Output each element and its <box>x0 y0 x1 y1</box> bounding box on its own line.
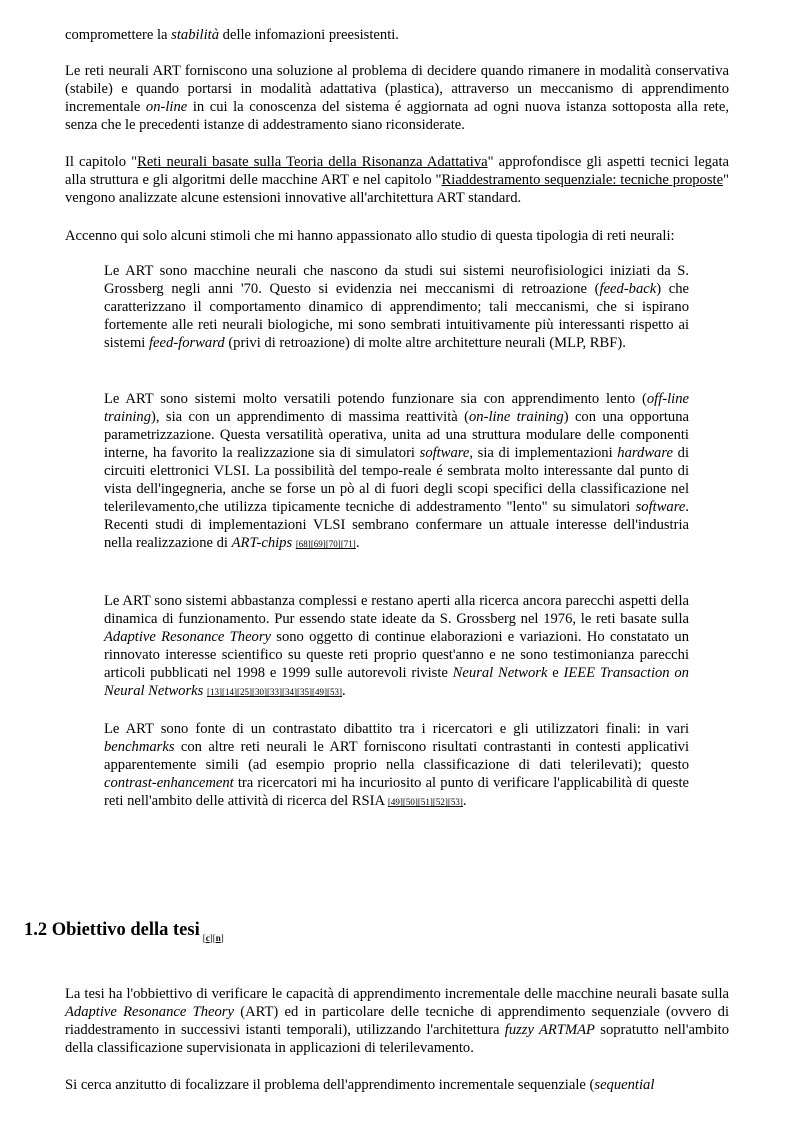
citation-link[interactable]: [33] <box>266 687 282 697</box>
emphasis: benchmarks <box>104 739 175 755</box>
emphasis: Adaptive Resonance Theory <box>65 1004 234 1020</box>
emphasis: contrast-enhancement <box>104 775 234 791</box>
text: in cui la conoscenza del sistema é aggiornata ad ogni nuova istanza sottoposta alla rete, senza che le precedenti istanze di addestramento siano riconsiderate. <box>65 99 729 133</box>
text: ) con una opportuna parametrizzazione. Questa versatilità operativa, unita ad una struttura modulare delle componenti interne, ha favorito la realizzazione sia di simulatori <box>104 409 689 461</box>
text: ) che caratterizzano il comportamento dinamico di apprendimento; tali meccanismi, che si ispirano fortemente alle reti neurali biologiche, mi sono sembrati intuitivamente più interessanti rispetto ai sistemi <box>104 281 690 351</box>
emphasis: stabilità <box>171 27 220 43</box>
text: Le ART sono fonte di un contrastato dibattito tra i ricercatori e gli utilizzatori finali: in vari <box>104 721 689 737</box>
citation-link[interactable]: [50] <box>402 797 418 807</box>
chapter-link-art-theory[interactable]: Reti neurali basate sulla Teoria della Risonanza Adattativa <box>137 154 488 170</box>
citation-link[interactable]: [30] <box>251 687 267 697</box>
paragraph-art-solution <box>65 62 729 134</box>
text: Le ART sono macchine neurali che nascono da studi sui sistemi neurofisiologici iniziati da S. Grossberg negli anni '70. Questo si evidenzia nei meccanismi di retroazione ( <box>104 263 689 297</box>
paragraph-chapters <box>65 153 729 207</box>
section-nav <box>203 933 224 943</box>
citation-link[interactable]: [34] <box>281 687 297 697</box>
emphasis: software <box>635 499 686 515</box>
citation-link[interactable]: [51] <box>417 797 433 807</box>
text: (ART) ed in particolare delle tecniche di apprendimento sequenziale (ovvero di riaddestramento in successivi istanti temporali), utilizzando l'architettura <box>65 1004 729 1038</box>
nav-bracket: ] <box>220 933 224 943</box>
emphasis: Neural Network <box>452 665 548 681</box>
paragraph-stability <box>65 26 729 44</box>
nav-next-link[interactable]: n <box>215 933 221 943</box>
nav-bracket: [ <box>202 933 206 943</box>
text: Il capitolo " <box>65 154 138 170</box>
citation-link[interactable]: [53] <box>326 687 342 697</box>
text: " vengono analizzate alcune estensioni innovative all'architettura ART standard. <box>65 172 730 206</box>
citation-link[interactable]: [52] <box>432 797 448 807</box>
text: . <box>341 683 346 699</box>
text: Si cerca anzitutto di focalizzare il problema dell'apprendimento incrementale sequenziale ( <box>65 1077 595 1093</box>
emphasis: fuzzy ARTMAP <box>504 1022 595 1038</box>
nav-bracket: ][ <box>209 933 216 943</box>
emphasis: on-line <box>145 99 188 115</box>
text: di circuiti elettronici VLSI. La possibilità del tempo-reale é sembrata molto interessante dal punto di vista dell'ingegneria, anche se forse un pò al di fuori degli scopi specifici della classificazione nel telerilevamento,che utilizza tipicamente tecniche di addestramento "lento" su simulatori <box>104 445 689 515</box>
text: (privi di retroazione) di molte altre architetture neurali (MLP, RBF). <box>224 335 626 351</box>
citation-link[interactable]: [53] <box>447 797 463 807</box>
paragraph-thesis-objective <box>65 985 729 1057</box>
citation-link[interactable]: [13] <box>206 687 222 697</box>
text: . <box>355 535 360 551</box>
text: sono oggetto di continue elaborazioni e variazioni. Ho constatato un rinnovato interesse scientifico su queste reti proprio quest'anno e ne sono testimonianza parecchi articoli pubblicati nel 1998 e 1999 sulle autorevoli riviste <box>104 629 689 681</box>
quote-neurophysiology <box>104 262 689 352</box>
citation-link[interactable]: [69] <box>310 539 326 549</box>
text: Le ART sono sistemi molto versatili potendo funzionare sia con apprendimento lento ( <box>104 391 647 407</box>
emphasis: on-line training <box>468 409 564 425</box>
emphasis: feed-forward <box>149 335 225 351</box>
paragraph-stimuli-intro: Accenno qui solo alcuni stimoli che mi hanno appassionato allo studio di questa tipologia di reti neurali: <box>65 228 675 244</box>
text: tra ricercatori mi ha incuriosito al punto di verificare l'applicabilità di queste reti nell'ambito delle attività di ricerca del RSIA <box>104 775 689 809</box>
emphasis: sequential <box>594 1077 655 1093</box>
citation-link[interactable]: [14] <box>221 687 237 697</box>
emphasis: ART-chips <box>231 535 293 551</box>
text: ), sia con un apprendimento di massima reattività ( <box>151 409 469 425</box>
emphasis: software <box>419 445 470 461</box>
citation-link[interactable]: [35] <box>296 687 312 697</box>
emphasis: hardware <box>617 445 673 461</box>
text: compromettere la <box>65 27 172 43</box>
text: con altre reti neurali le ART forniscono risultati contrastanti in contesti applicativi apparentemente simili (ad esempio proprio nella classificazione di dati telerilevati); questo <box>104 739 689 773</box>
quote-complexity <box>104 592 689 701</box>
text: delle infomazioni preesistenti. <box>219 27 399 43</box>
citation-link[interactable]: [68] <box>295 539 311 549</box>
text: " approfondisce gli aspetti tecnici legata alla struttura e gli algoritmi delle macchine ART e nel capitolo " <box>65 154 729 188</box>
quote-debate <box>104 720 689 811</box>
nav-contents-link[interactable]: c <box>205 933 210 943</box>
emphasis: feed-back <box>599 281 657 297</box>
section-title: 1.2 Obiettivo della tesi <box>24 920 200 940</box>
emphasis: IEEE Transaction on Neural Networks <box>104 665 689 699</box>
section-heading <box>24 918 224 950</box>
text: La tesi ha l'obbiettivo di verificare le capacità di apprendimento incrementale delle macchine neurali basate sulla <box>65 986 729 1002</box>
citation-link[interactable]: [71] <box>340 539 356 549</box>
citation-link[interactable]: [49] <box>311 687 327 697</box>
text: . <box>462 793 467 809</box>
text: e <box>547 665 564 681</box>
text: Le ART sono sistemi abbastanza complessi e restano aperti alla ricerca ancora parecchi aspetti della dinamica di funzionamento. Pur essendo state ideate da S. Grossberg nel 1976, le reti basate sulla <box>104 593 689 627</box>
emphasis: Adaptive Resonance Theory <box>104 629 271 645</box>
text: Le reti neurali ART forniscono una soluzione al problema di decidere quando rimanere in modalità conservativa (stabile) e quando portarsi in modalità adattativa (plastica), attraverso un meccanismo di apprendimento incrementale <box>65 63 729 115</box>
text: , sia di implementazioni <box>469 445 618 461</box>
citation-link[interactable]: [49] <box>387 797 403 807</box>
quote-versatility <box>104 390 689 553</box>
citation-link[interactable]: [70] <box>325 539 341 549</box>
chapter-link-sequential-retraining[interactable]: Riaddestramento sequenziale: tecniche proposte <box>441 172 724 188</box>
text: . Recenti studi di implementazioni VLSI sembrano confermare un attuale interesse dell'industria nella realizzazione di <box>104 499 689 551</box>
text: sopratutto nell'ambito della classificazione supervisionata in applicazioni di telerilevamento. <box>65 1022 729 1056</box>
emphasis: off-line training <box>104 391 689 425</box>
citation-link[interactable]: [25] <box>236 687 252 697</box>
paragraph-sequential-learning <box>65 1076 729 1094</box>
